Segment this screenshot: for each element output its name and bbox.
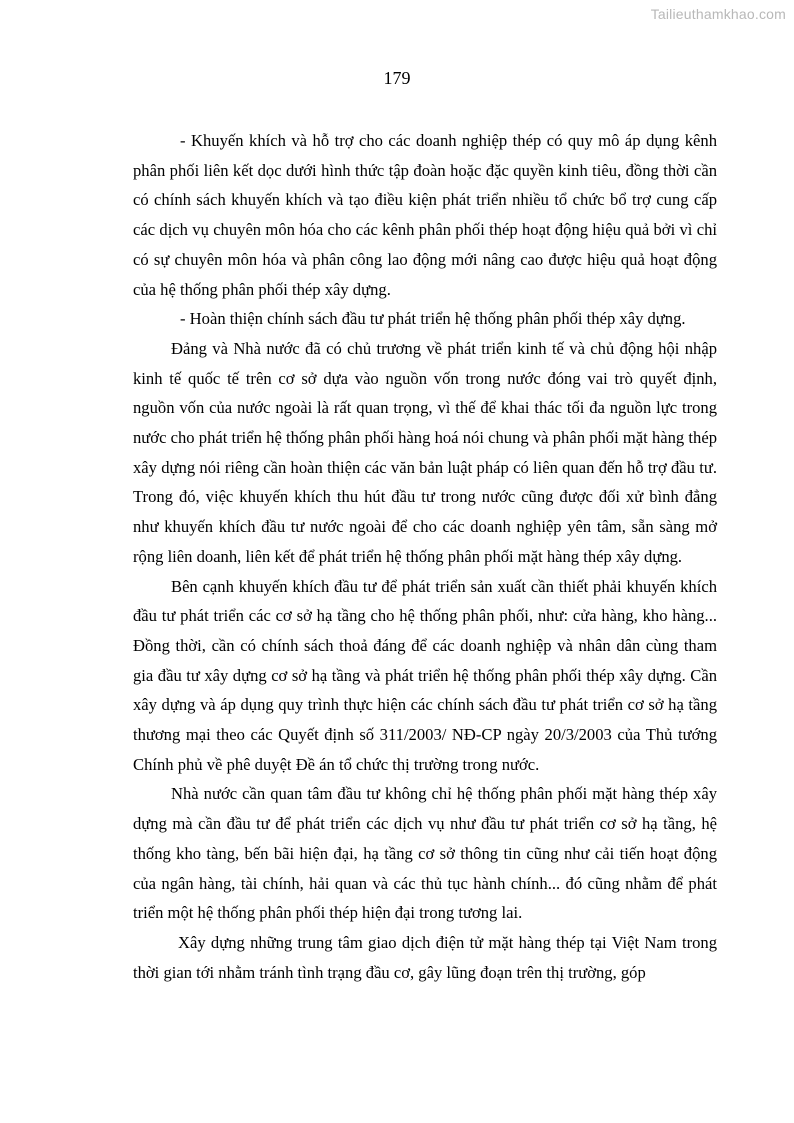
paragraph-e-trading-centers: Xây dựng những trung tâm giao dịch điện tử mặt hàng thép tại Việt Nam trong thời gian tới nhằm tránh tình trạng đầu cơ, gây lũng đoạn trên thị trường, góp	[133, 932, 717, 982]
paragraph-state-services: Nhà nước cần quan tâm đầu tư không chỉ hệ thống phân phối mặt hàng thép xây dựng mà cần đầu tư để phát triển các dịch vụ như đầu tư phát triển cơ sở hạ tầng, hệ thống kho tàng, bến bãi hiện đại, hạ tầng cơ sở thông tin cũng như cải tiến hoạt động của ngân hàng, tài chính, hải quan và các thủ tục hành chính... đó cũng nhằm để phát triển một hệ thống phân phối thép hiện đại trong tương lai.	[133, 784, 717, 923]
paragraph-infrastructure: Bên cạnh khuyến khích đầu tư để phát triển sản xuất cần thiết phải khuyến khích đầu tư phát triển các cơ sở hạ tầng cho hệ thống phân phối, như: cửa hàng, kho hàng... Đồng thời, cần có chính sách thoả đáng để các doanh nghiệp và nhân dân cùng tham gia đầu tư xây dựng cơ sở hạ tầng và phát triển hệ thống phân phối thép xây dựng. Cần xây dựng và áp dụng quy trình thực hiện các chính sách đầu tư phát triển cơ sở hạ tầng thương mại theo các Quyết định số 311/2003/ NĐ-CP ngày 20/3/2003 của Thủ tướng Chính phủ về phê duyệt Đề án tổ chức thị trường trong nước.	[133, 576, 717, 774]
document-body	[133, 126, 717, 987]
paragraph-bullet-2: - Hoàn thiện chính sách đầu tư phát triển hệ thống phân phối thép xây dựng.	[180, 309, 686, 329]
paragraph-investment-policy: Đảng và Nhà nước đã có chủ trương về phát triển kinh tế và chủ động hội nhập kinh tế quốc tế trên cơ sở dựa vào nguồn vốn trong nước đóng vai trò quyết định, nguồn vốn của nước ngoài là rất quan trọng, vì thế để khai thác tối đa nguồn lực trong nước cho phát triển hệ thống phân phối hàng hoá nói chung và phân phối mặt hàng thép xây dựng nói riêng cần hoàn thiện các văn bản luật pháp có liên quan đến hỗ trợ đầu tư. Trong đó, việc khuyến khích thu hút đầu tư trong nước cũng được đối xử bình đẳng như khuyến khích đầu tư nước ngoài để cho các doanh nghiệp yên tâm, sẵn sàng mở rộng liên doanh, liên kết để phát triển hệ thống phân phối mặt hàng thép xây dựng.	[133, 338, 717, 566]
paragraph-bullet-1: - Khuyến khích và hỗ trợ cho các doanh nghiệp thép có quy mô áp dụng kênh phân phối liên kết dọc dưới hình thức tập đoàn hoặc đặc quyền kinh tiêu, đồng thời cần có chính sách khuyến khích và tạo điều kiện phát triển nhiều tổ chức bổ trợ cung cấp các dịch vụ chuyên môn hóa cho các kênh phân phối thép hoạt động hiệu quả bởi vì chỉ có sự chuyên môn hóa và phân công lao động mới nâng cao được hiệu quả hoạt động của hệ thống phân phối thép xây dựng.	[133, 131, 717, 299]
watermark: Tailieuthamkhao.com	[650, 6, 786, 22]
page-number: 179	[383, 68, 411, 88]
